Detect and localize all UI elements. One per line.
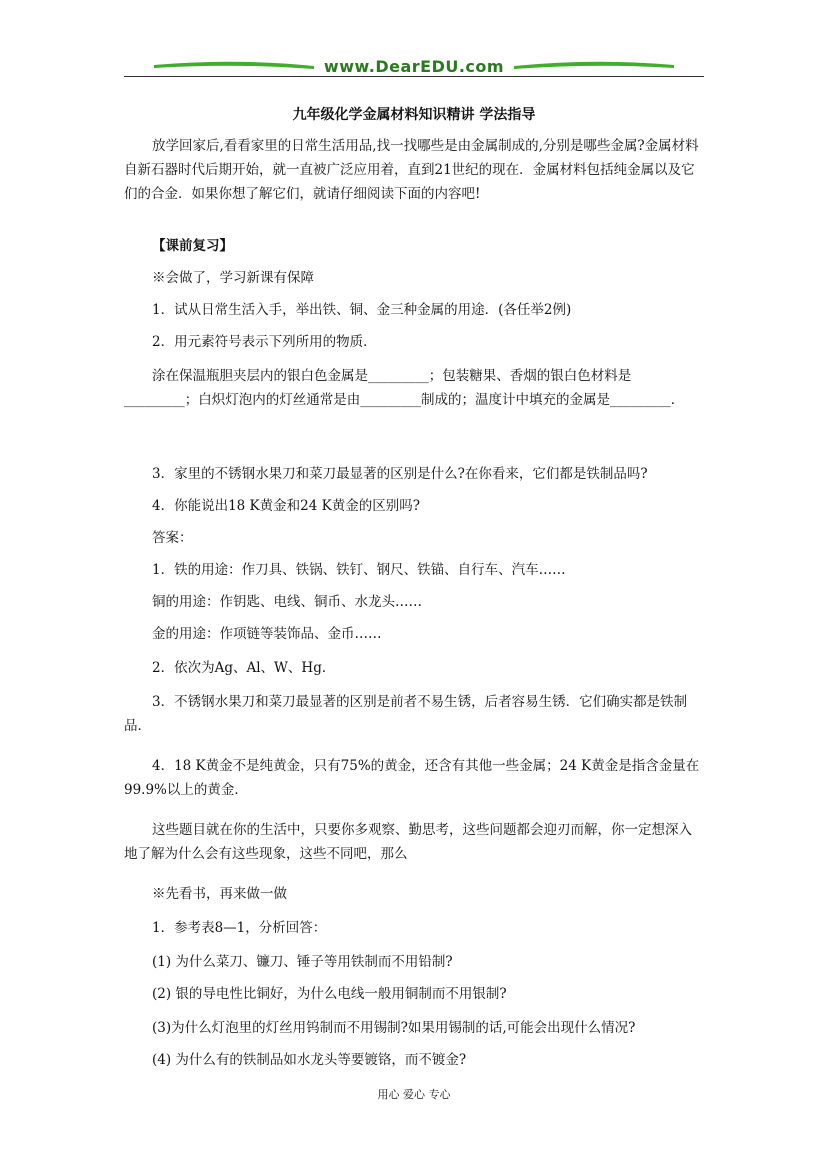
exercise-1: 1．参考表8—1，分析回答： (152, 920, 327, 936)
answer-3: 3．不锈钢水果刀和菜刀最显著的区别是前者不易生锈，后者容易生锈．它们确实都是铁制品． (124, 694, 688, 734)
question-2: 2．用元素符号表示下列所用的物质． (152, 334, 377, 350)
header-divider (124, 76, 704, 77)
exercise-1-3: (3)为什么灯泡里的灯丝用钨制而不用锡制?如果用锡制的话,可能会出现什么情况? (152, 1020, 636, 1036)
subheading-read: ※先看书，再来做一做 (152, 886, 287, 902)
answer-4: 4．18 K黄金不是纯黄金，只有75%的黄金，还含有其他一些金属；24 K黄金是指含金量在99.9%以上的黄金． (124, 758, 700, 798)
exercise-1-4: (4) 为什么有的铁制品如水龙头等要镀铬，而不镀金? (152, 1052, 467, 1068)
answer-label: 答案： (152, 530, 193, 546)
page-footer: 用心 爱心 专心 (377, 1088, 451, 1101)
answer-gold: 金的用途：作项链等装饰品、金币…… (152, 626, 382, 642)
page-title: 九年级化学金属材料知识精讲 学法指导 (292, 107, 536, 123)
answer-copper: 铜的用途：作钥匙、电线、铜币、水龙头…… (152, 594, 422, 610)
answer-iron: 1．铁的用途：作刀具、铁锅、铁钉、钢尺、铁锚、自行车、汽车…… (152, 562, 566, 578)
question-4: 4．你能说出18 K黄金和24 K黄金的区别吗? (152, 498, 420, 514)
question-1: 1．试从日常生活入手，举出铁、铜、金三种金属的用途．(各任举2例) (152, 302, 572, 318)
answer-2: 2．依次为Ag、Al、W、Hg． (152, 660, 336, 676)
site-name[interactable]: www.DearEDU.com (323, 57, 505, 76)
fill-in-blanks: 涂在保温瓶胆夹层内的银白色金属是_________；包装糖果、香烟的银白色材料是_________；白炽灯泡内的灯丝通常是由_________制成的；温度计中填充的金属是_________． (124, 368, 685, 408)
exercise-1-2: (2) 银的导电性比铜好，为什么电线一般用铜制而不用银制? (152, 986, 507, 1002)
question-3: 3．家里的不锈钢水果刀和菜刀最显著的区别是什么?在你看来，它们都是铁制品吗? (152, 466, 648, 482)
transition-paragraph: 这些题目就在你的生活中，只要你多观察、勤思考，这些问题都会迎刃而解，你一定想深入地了解为什么会有这些现象，这些不同吧，那么 (124, 822, 692, 862)
intro-paragraph: 放学回家后,看看家里的日常生活用品,找一找哪些是由金属制成的,分别是哪些金属?金属材料自新石器时代后期开始，就一直被广泛应用着，直到21世纪的现在．金属材料包括纯金属以及它们的合金．如果你想了解它们，就请仔细阅读下面的内容吧! (124, 138, 699, 202)
subheading: ※会做了，学习新课有保障 (152, 270, 314, 286)
exercise-1-1: (1) 为什么菜刀、镰刀、锤子等用铁制而不用铅制? (152, 954, 453, 970)
section-heading: 【课前复习】 (152, 238, 233, 254)
